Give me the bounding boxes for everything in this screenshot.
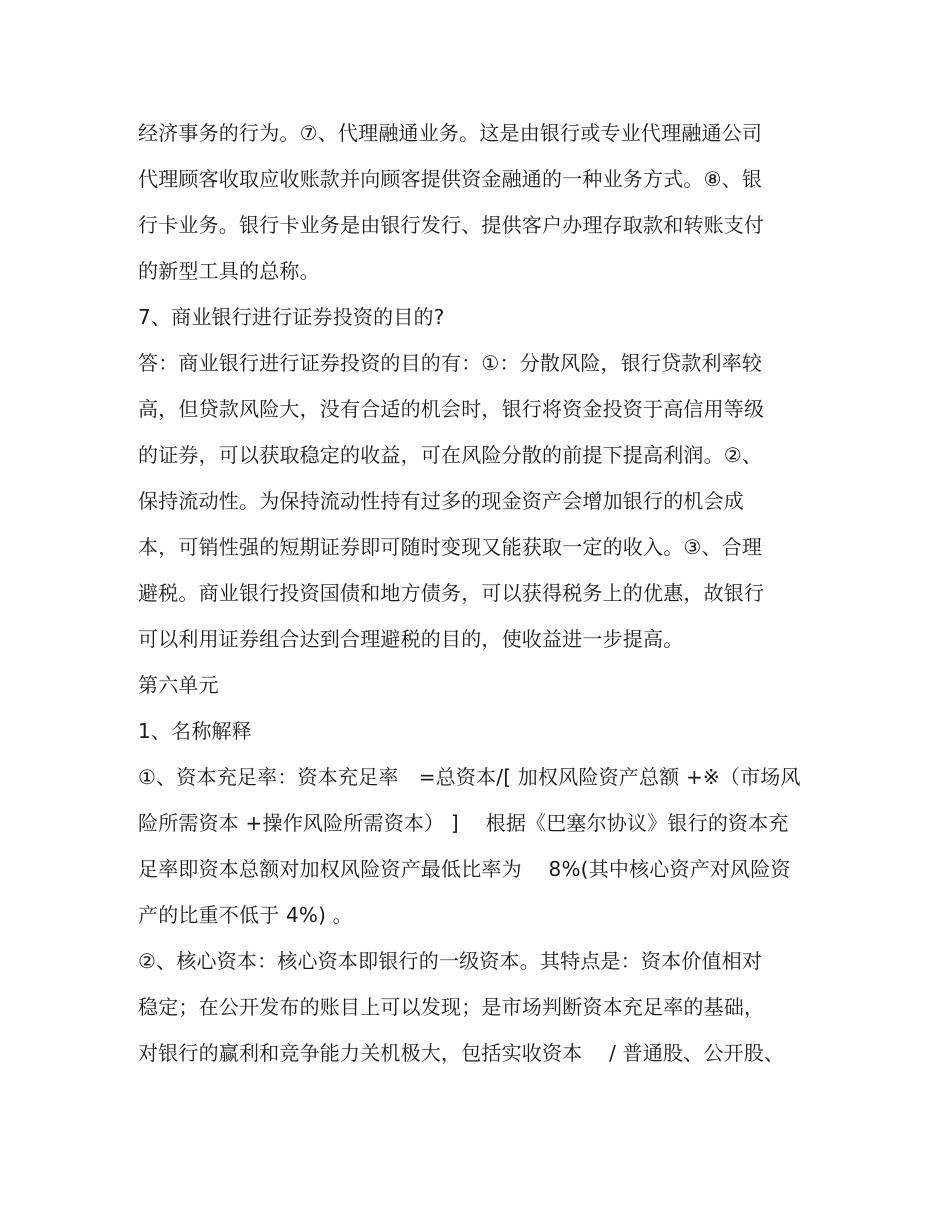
text-line: 可以利用证券组合达到合理避税的目的，使收益进一步提高。 (138, 627, 684, 651)
unit-heading: 第六单元 (138, 673, 219, 697)
text-line: 答：商业银行进行证券投资的目的有：①：分散风险，银行贷款利率较 (138, 351, 763, 375)
text-line: 足率即资本总额对加权风险资产最低比率为 8%(其中核心资产对风险资 (138, 857, 791, 881)
text-line: 行卡业务。银行卡业务是由银行发行、提供客户办理存取款和转账支付 (138, 213, 765, 237)
text-line: 的新型工具的总称。 (138, 259, 320, 283)
section-heading: 1、名称解释 (138, 719, 252, 743)
text-line: 稳定；在公开发布的账目上可以发现；是市场判断资本充足率的基础， (138, 995, 765, 1019)
text-line: 代理顾客收取应收账款并向顾客提供资金融通的一种业务方式。⑧、银 (138, 167, 763, 191)
text-line: 保持流动性。为保持流动性持有过多的现金资产会增加银行的机会成 (138, 489, 744, 513)
text-line: 经济事务的行为。⑦、代理融通业务。这是由银行或专业代理融通公司 (138, 121, 763, 145)
text-line: ①、资本充足率：资本充足率 =总资本/[ 加权风险资产总额 +※（市场风 (138, 765, 801, 789)
text-line: ②、核心资本：核心资本即银行的一级资本。其特点是：资本价值相对 (138, 949, 763, 973)
question-heading: 7、商业银行进行证券投资的目的? (138, 305, 445, 329)
text-line: 高，但贷款风险大，没有合适的机会时，银行将资金投资于高信用等级 (138, 397, 765, 421)
text-line: 产的比重不低于 4%) 。 (138, 903, 353, 927)
text-line: 对银行的赢利和竞争能力关机极大，包括实收资本 / 普通股、公开股、 (138, 1041, 785, 1065)
text-line: 的证券，可以获取稳定的收益，可在风险分散的前提下提高利润。②、 (138, 443, 763, 467)
text-line: 险所需资本 +操作风险所需资本） ] 根据《巴塞尔协议》银行的资本充 (138, 811, 789, 835)
text-line: 本，可销性强的短期证券即可随时变现又能获取一定的收入。③、合理 (138, 535, 763, 559)
text-line: 避税。商业银行投资国债和地方债务，可以获得税务上的优惠，故银行 (138, 581, 765, 605)
document-body (138, 110, 818, 1076)
